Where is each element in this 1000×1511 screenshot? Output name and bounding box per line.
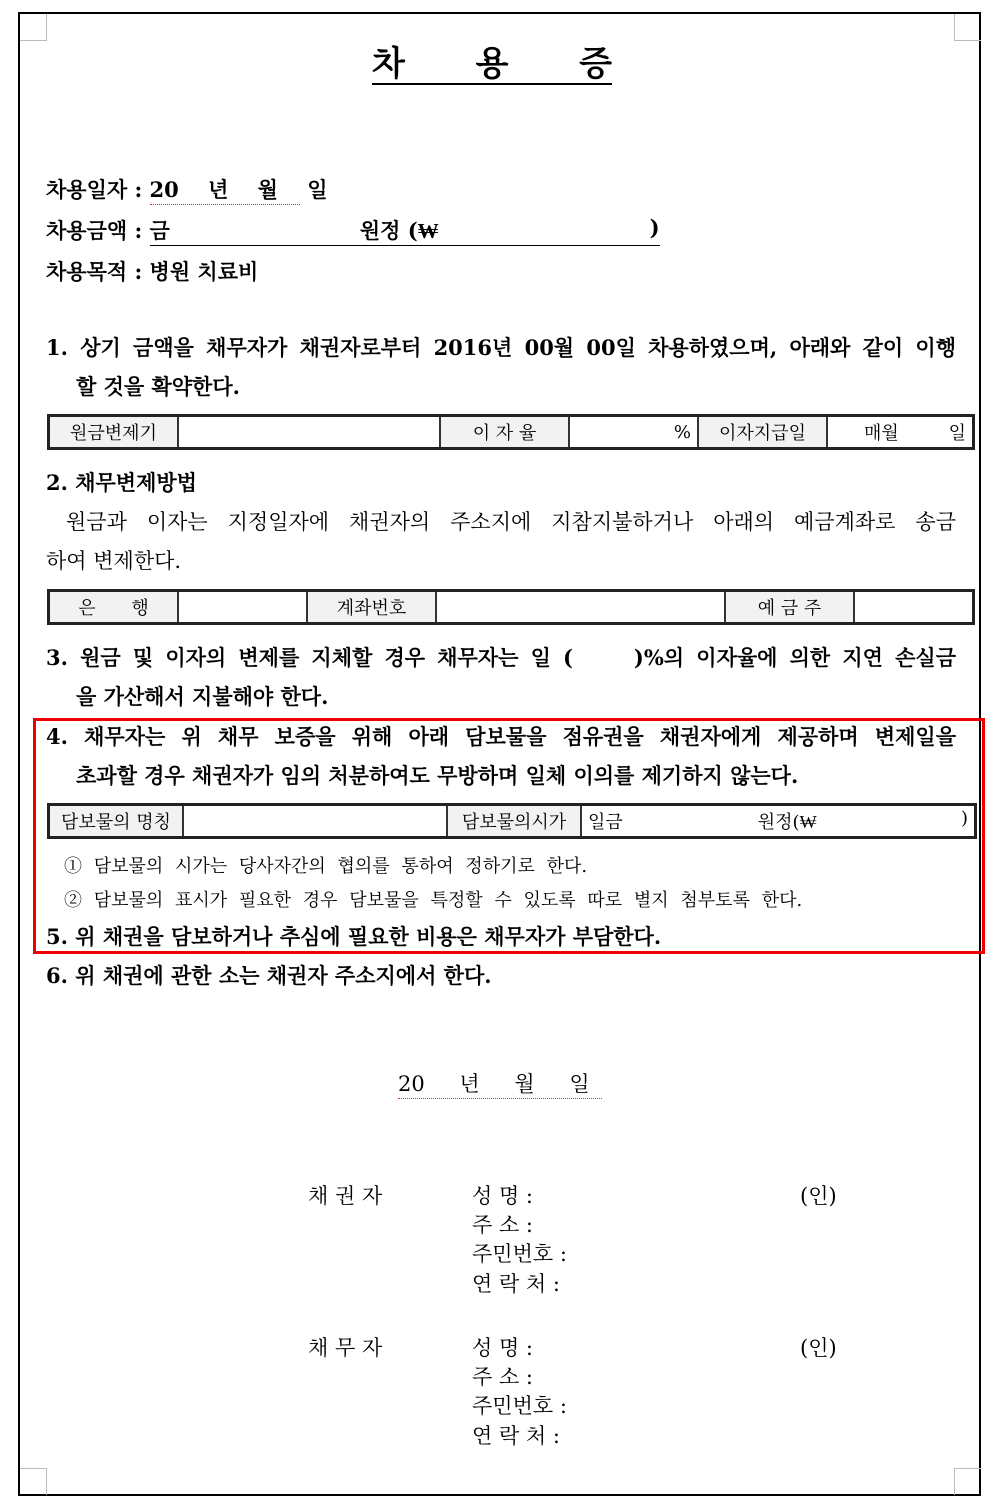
clause-2-line-2: 하여 변제한다. — [46, 549, 182, 573]
collateral-value-label: 담보물의시가 — [447, 805, 581, 838]
amount-suffix: 원정 (₩ — [359, 218, 439, 243]
corner-mark — [954, 14, 981, 41]
bank-table — [47, 589, 975, 625]
account-holder-field[interactable] — [854, 591, 974, 624]
debtor-seal: (인) — [800, 1336, 837, 1360]
date-value[interactable]: 20 년 월 일 — [150, 174, 300, 205]
amount-row — [46, 215, 660, 246]
note-1: ① 담보물의 시가는 당사자간의 협의를 통하여 정하기로 한다. — [64, 856, 588, 877]
clause-6: 6. 위 채권에 관한 소는 채권자 주소지에서 한다. — [46, 963, 492, 988]
note-2: ② 담보물의 표시가 필요한 경우 담보물을 특정할 수 있도록 따로 별지 첨부토록 한다. — [64, 890, 803, 911]
corner-mark — [20, 14, 47, 41]
won-prefix: 일금 — [588, 812, 623, 833]
clause-4-line-1: 4. 채무자는 위 채무 보증을 위해 아래 담보물을 점유권을 채권자에게 제공하며 변제일을 — [46, 724, 956, 749]
account-number-field[interactable] — [436, 591, 725, 624]
collateral-value-field[interactable] — [581, 805, 976, 838]
debtor-address-field[interactable]: 주 소 : — [472, 1365, 533, 1389]
amount-close: ) — [649, 215, 660, 240]
clause-3-line-1: 3. 원금 및 이자의 변제를 지체할 경우 채무자는 일 ( )%의 이자율에 의한 지연 손실금 — [46, 645, 956, 670]
clause-1-line-1: 1. 상기 금액을 채무자가 채권자로부터 2016년 00월 00일 차용하였으며, 아래와 같이 이행 — [46, 335, 956, 360]
won-suffix: 원정(₩ — [757, 812, 817, 833]
account-number-label: 계좌번호 — [307, 591, 436, 624]
clause-2-line-1: 원금과 이자는 지정일자에 채권자의 주소지에 지참지불하거나 아래의 예금계좌로 송금 — [66, 510, 956, 534]
interest-payday-label: 이자지급일 — [698, 416, 827, 449]
day-text: 일 — [948, 423, 966, 444]
date-row — [46, 174, 328, 205]
amount-label: 차용금액 : — [46, 218, 143, 243]
creditor-label: 채 권 자 — [308, 1184, 383, 1208]
corner-mark — [20, 1468, 47, 1495]
creditor-seal: (인) — [800, 1184, 837, 1208]
signing-date[interactable]: 20 년 월 일 — [398, 1068, 602, 1099]
principal-due-label: 원금변제기 — [49, 416, 179, 449]
purpose-row — [46, 256, 258, 286]
corner-mark — [954, 1468, 981, 1495]
collateral-name-field[interactable] — [183, 805, 447, 838]
principal-due-field[interactable] — [178, 416, 440, 449]
creditor-contact-field[interactable]: 연 락 처 : — [472, 1272, 560, 1296]
collateral-name-label: 담보물의 명칭 — [49, 805, 184, 838]
account-holder-label: 예 금 주 — [725, 591, 854, 624]
monthly-text: 매월 — [864, 423, 899, 444]
date-label: 차용일자 : — [46, 177, 143, 202]
amount-field[interactable] — [150, 215, 660, 246]
page-title: 차 용 증 — [372, 44, 612, 84]
repayment-table — [47, 414, 975, 450]
clause-1-line-2: 할 것을 확약한다. — [76, 374, 240, 399]
won-close: ) — [960, 808, 968, 829]
purpose-label: 차용목적 : — [46, 259, 143, 284]
debtor-label: 채 무 자 — [308, 1336, 383, 1360]
interest-rate-field[interactable]: % — [569, 416, 698, 449]
clause-3-line-2: 을 가산해서 지불해야 한다. — [76, 684, 329, 709]
debtor-id-field[interactable]: 주민번호 : — [472, 1394, 567, 1418]
debtor-name-field[interactable]: 성 명 : — [472, 1336, 533, 1360]
purpose-value: 병원 치료비 — [149, 259, 259, 284]
clause-4-line-2: 초과할 경우 채권자가 임의 처분하여도 무방하며 일체 이의를 제기하지 않는다. — [76, 763, 799, 788]
clause-2-title: 2. 채무변제방법 — [46, 470, 197, 495]
creditor-address-field[interactable]: 주 소 : — [472, 1213, 533, 1237]
bank-label: 은 행 — [49, 591, 179, 624]
interest-rate-label: 이 자 율 — [440, 416, 569, 449]
creditor-name-field[interactable]: 성 명 : — [472, 1184, 533, 1208]
clause-5: 5. 위 채권을 담보하거나 추심에 필요한 비용은 채무자가 부담한다. — [46, 924, 662, 949]
bank-field[interactable] — [178, 591, 307, 624]
interest-payday-field[interactable] — [827, 416, 974, 449]
collateral-table — [47, 803, 977, 839]
amount-prefix: 금 — [149, 218, 170, 243]
debtor-contact-field[interactable]: 연 락 처 : — [472, 1424, 560, 1448]
creditor-id-field[interactable]: 주민번호 : — [472, 1242, 567, 1266]
